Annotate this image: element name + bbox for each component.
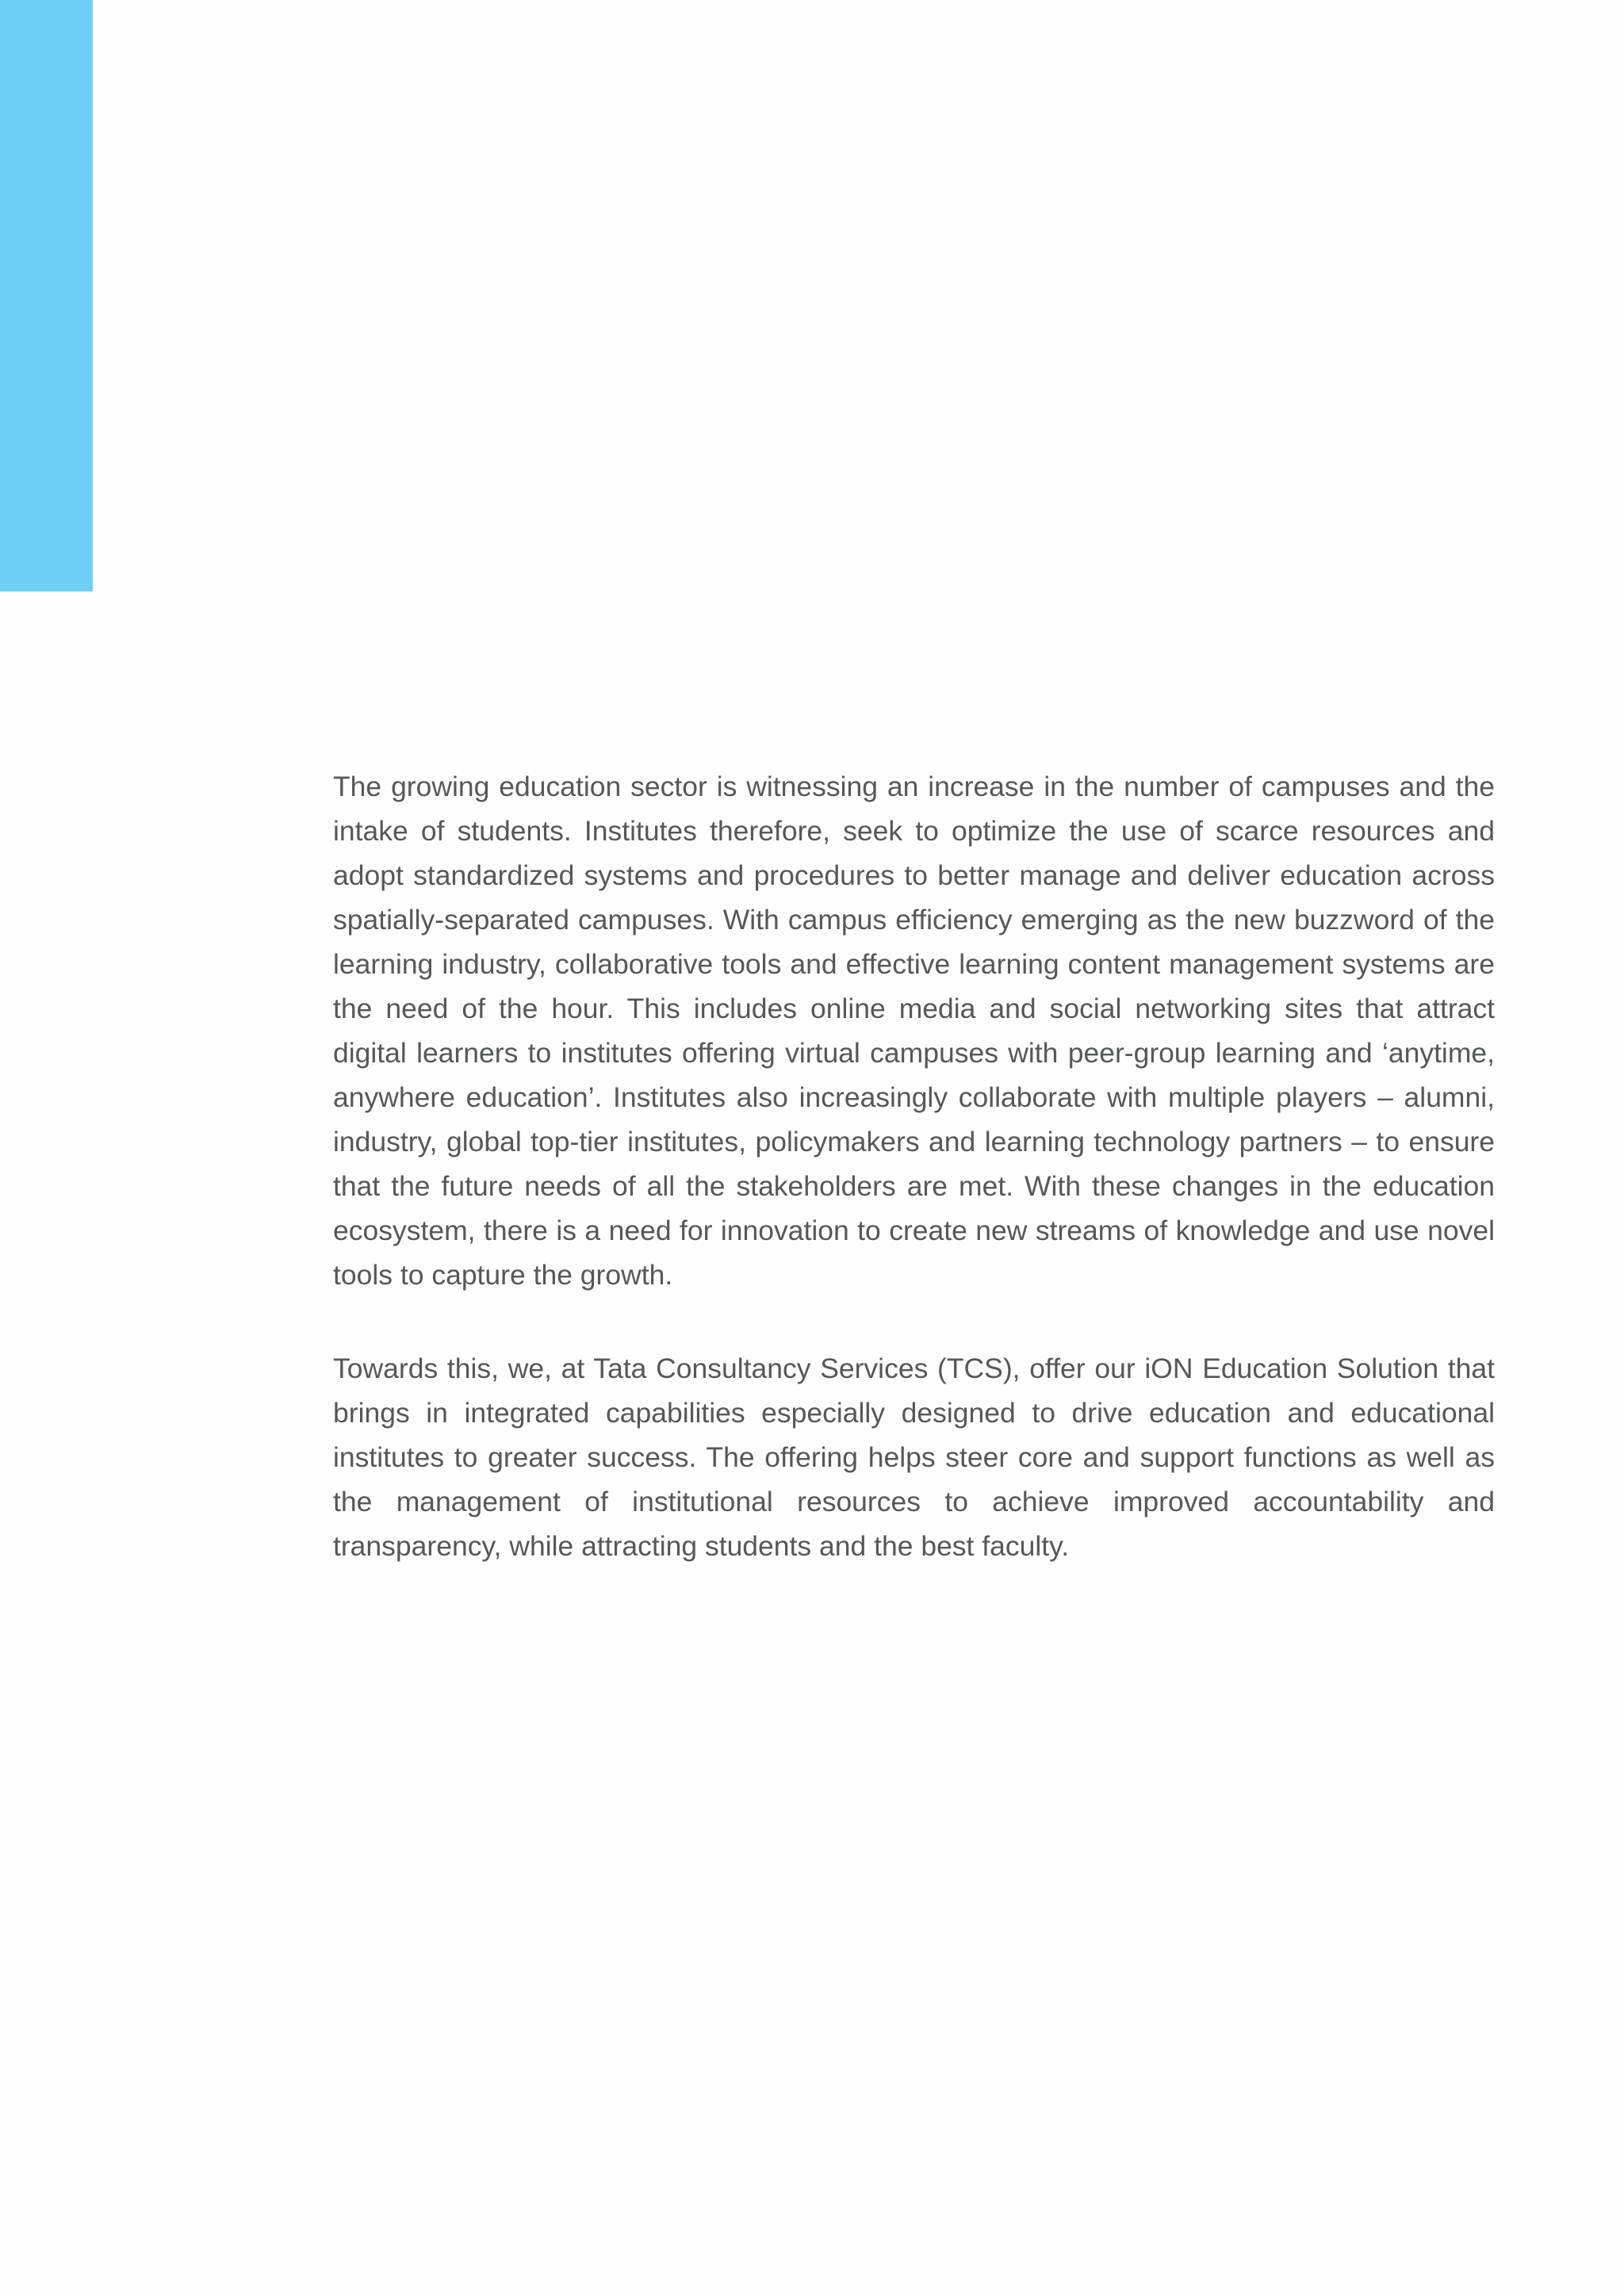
paragraph-offering: Towards this, we, at Tata Consultancy Services (TCS), offer our iON Education Solution that brings in integrated capabilities especially designed to drive education and educational institutes to greater success. The offering helps steer core and support functions as well as the management of institutional resources to achieve improved accountability and transparency, while attracting students and the best faculty. [333, 1353, 1495, 1562]
paragraph-intro: The growing education sector is witnessing an increase in the number of campuses and the intake of students. Institutes therefore, seek to optimize the use of scarce resources and adopt standardized systems and procedures to better manage and deliver education across spatially-separated campuses. With campus efficiency emerging as the new buzzword of the learning industry, collaborative tools and effective learning content management systems are the need of the hour. This includes online media and social networking sites that attract digital learners to institutes offering virtual campuses with peer-group learning and ‘anytime, anywhere education’. Institutes also increasingly collaborate with multiple players – alumni, industry, global top-tier institutes, policymakers and learning technology partners – to ensure that the future needs of all the stakeholders are met. With these changes in the education ecosystem, there is a need for innovation to create new streams of knowledge and use novel tools to capture the growth. [333, 771, 1495, 1291]
accent-bar [0, 0, 93, 591]
body-text [333, 764, 1495, 1568]
